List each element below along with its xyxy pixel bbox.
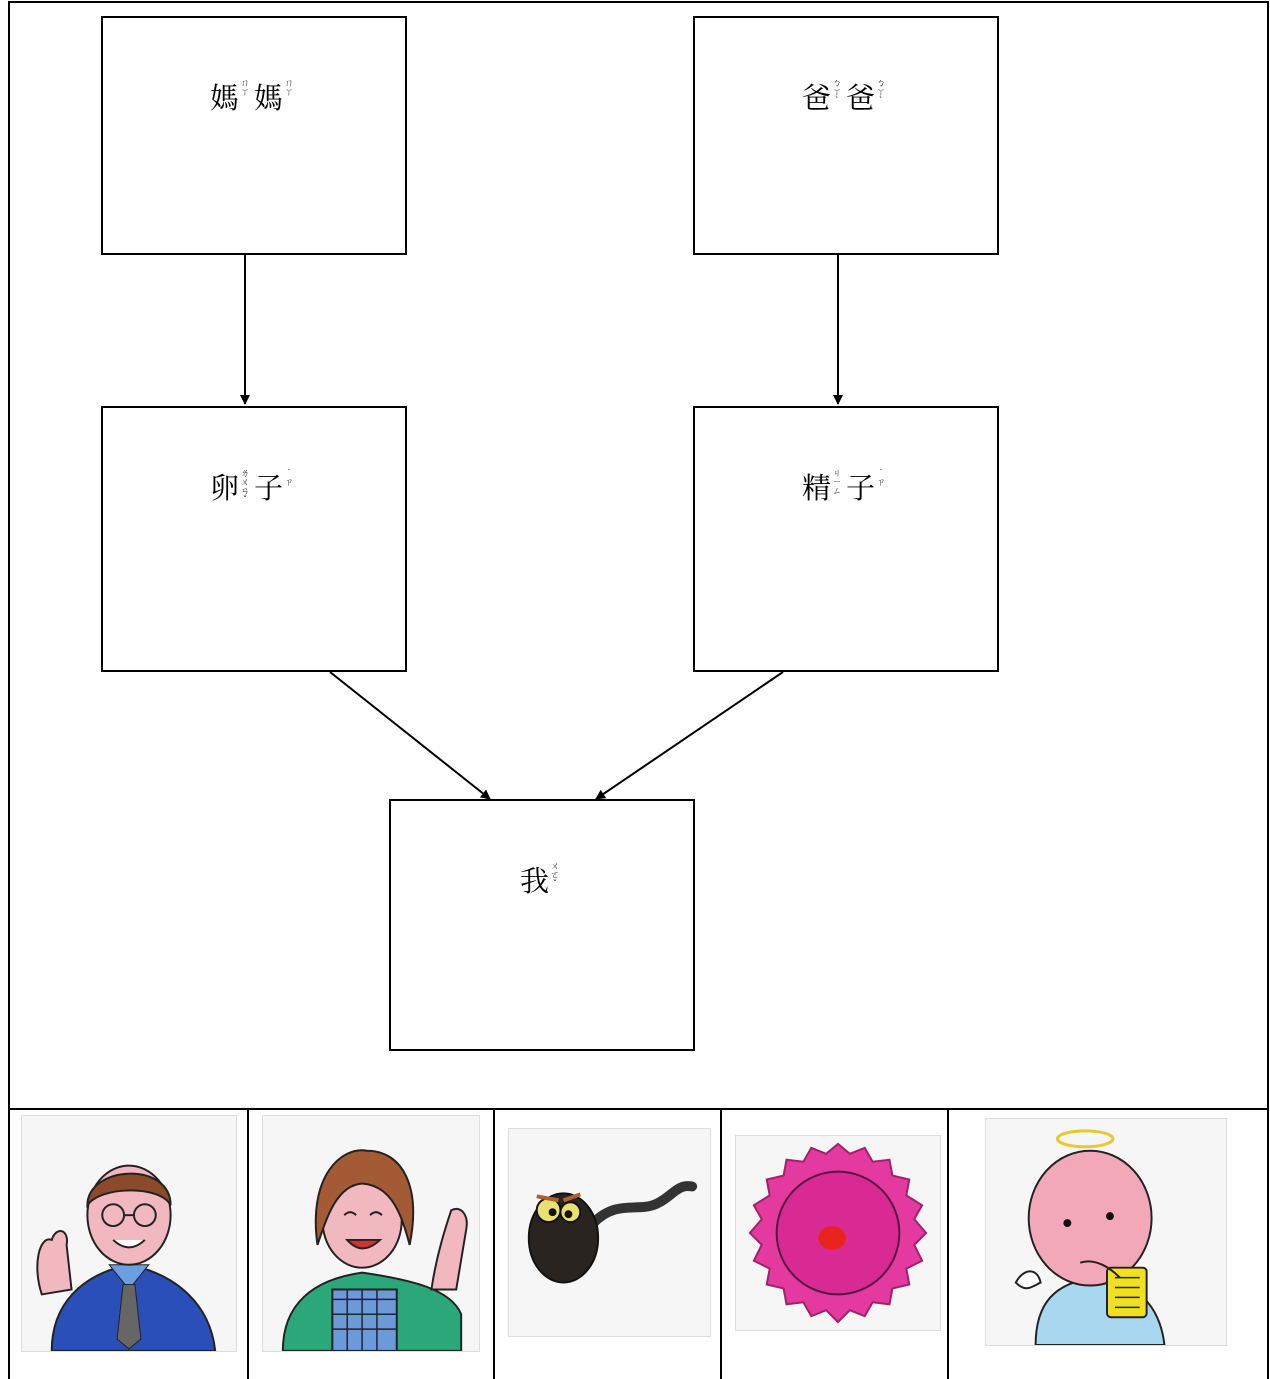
egg-char-2: 子 bbox=[254, 471, 284, 505]
sperm-box[interactable] bbox=[693, 406, 999, 672]
egg-char-1: 卵 bbox=[209, 471, 239, 505]
picture-cell-divider bbox=[247, 1108, 249, 1379]
mother-zhuyin-1: ㄇ ㄚ bbox=[240, 79, 250, 98]
me-label bbox=[391, 859, 693, 900]
egg-box[interactable] bbox=[101, 406, 407, 672]
picture-row-divider bbox=[8, 1108, 1269, 1110]
me-zhuyin-1: ㄨ ㄛ ˇ bbox=[550, 862, 560, 890]
picture-cell-divider bbox=[493, 1108, 495, 1379]
father-label bbox=[695, 76, 997, 117]
mother-label bbox=[103, 76, 405, 117]
sperm-zhuyin-2: ˙ ㄗ bbox=[876, 469, 886, 488]
father-char-2: 爸 bbox=[846, 81, 876, 115]
father-char-1: 爸 bbox=[801, 81, 831, 115]
sperm-char-1: 精 bbox=[801, 471, 831, 505]
egg-cell-drawing-icon[interactable] bbox=[735, 1135, 941, 1331]
mother-drawing-icon[interactable] bbox=[262, 1115, 480, 1352]
picture-cell-divider bbox=[947, 1108, 949, 1379]
egg-zhuyin-1: ㄌ ㄨ ㄢ ˇ bbox=[240, 469, 250, 506]
sperm-char-2: 子 bbox=[846, 471, 876, 505]
egg-label bbox=[103, 466, 405, 507]
me-box[interactable] bbox=[389, 799, 695, 1051]
mother-box[interactable] bbox=[101, 16, 407, 255]
picture-cell-divider bbox=[720, 1108, 722, 1379]
sperm-drawing-icon[interactable] bbox=[508, 1128, 711, 1337]
egg-zhuyin-2: ˙ ㄗ bbox=[284, 469, 294, 488]
sperm-zhuyin-1: ㄐ ㄧ ㄥ bbox=[832, 469, 842, 497]
mother-char-2: 媽 bbox=[254, 81, 284, 115]
father-box[interactable] bbox=[693, 16, 999, 255]
father-zhuyin-1: ㄅ ㄚ ˋ bbox=[832, 79, 842, 107]
mother-char-1: 媽 bbox=[209, 81, 239, 115]
sperm-label bbox=[695, 466, 997, 507]
mother-zhuyin-2: ㄇ ㄚ bbox=[284, 79, 294, 98]
father-zhuyin-2: ㄅ ㄚ ˋ bbox=[876, 79, 886, 107]
me-char-1: 我 bbox=[519, 864, 549, 898]
father-drawing-icon[interactable] bbox=[21, 1115, 237, 1352]
baby-drawing-icon[interactable] bbox=[985, 1118, 1227, 1346]
